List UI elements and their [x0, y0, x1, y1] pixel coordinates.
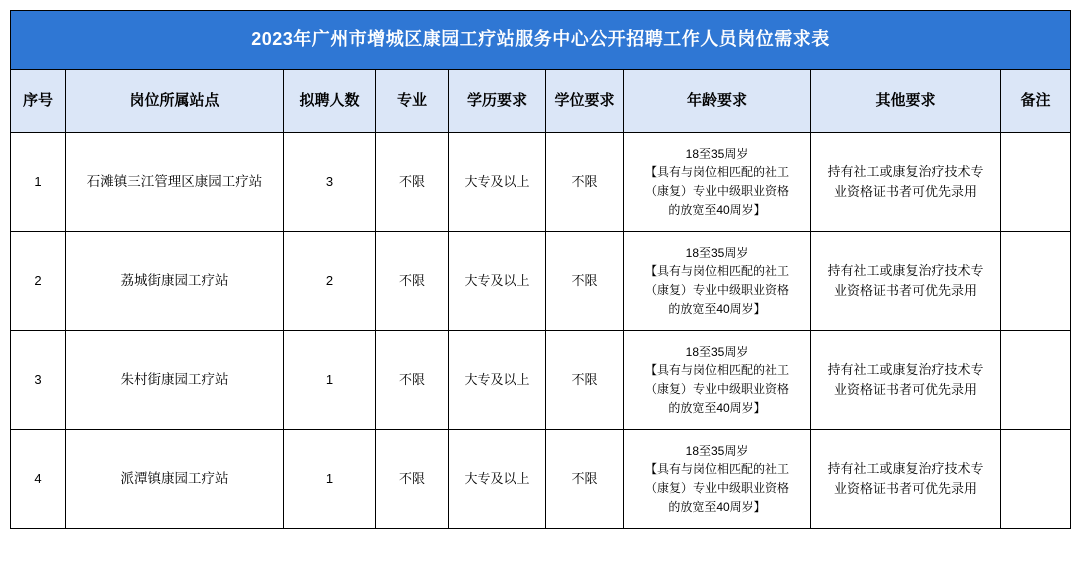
- cell-education: 大专及以上: [449, 133, 546, 232]
- cell-education: 大专及以上: [449, 331, 546, 430]
- column-header-education: 学历要求: [449, 70, 546, 133]
- cell-education: 大专及以上: [449, 430, 546, 529]
- column-header-degree: 学位要求: [546, 70, 624, 133]
- cell-age-line: 18至35周岁: [685, 146, 749, 161]
- cell-note: [1001, 331, 1071, 430]
- cell-age-line: （康复）专业中级职业资格: [644, 481, 789, 495]
- table-row: [11, 133, 1071, 232]
- document-sheet: [0, 10, 1080, 571]
- cell-other: [811, 232, 1001, 331]
- cell-other: [811, 133, 1001, 232]
- column-header-note: 备注: [1001, 70, 1071, 133]
- cell-degree: 不限: [546, 430, 624, 529]
- cell-age-line: 的放宽至40周岁】: [668, 499, 766, 514]
- cell-station: 荔城街康园工疗站: [66, 232, 284, 331]
- cell-age-line: （康复）专业中级职业资格: [644, 184, 789, 198]
- cell-age-line: 的放宽至40周岁】: [668, 301, 766, 316]
- cell-note: [1001, 133, 1071, 232]
- cell-count: 1: [284, 331, 376, 430]
- cell-age-line: 的放宽至40周岁】: [668, 202, 766, 217]
- cell-other-line: 业资格证书者可优先录用: [833, 382, 977, 397]
- cell-count: 1: [284, 430, 376, 529]
- cell-station: 石滩镇三江管理区康园工疗站: [66, 133, 284, 232]
- cell-note: [1001, 430, 1071, 529]
- cell-station: 派潭镇康园工疗站: [66, 430, 284, 529]
- cell-age-line: 的放宽至40周岁】: [668, 400, 766, 415]
- cell-index: 4: [11, 430, 66, 529]
- cell-other: [811, 430, 1001, 529]
- cell-age-line: 18至35周岁: [685, 344, 749, 359]
- cell-major: 不限: [376, 430, 449, 529]
- cell-age-line: 【具有与岗位相匹配的社工: [644, 462, 789, 477]
- cell-age-line: （康复）专业中级职业资格: [644, 283, 789, 297]
- cell-degree: 不限: [546, 133, 624, 232]
- cell-age-line: 【具有与岗位相匹配的社工: [644, 165, 789, 180]
- cell-age: [624, 133, 811, 232]
- column-header-age: 年龄要求: [624, 70, 811, 133]
- recruitment-requirements-table: [10, 10, 1071, 529]
- cell-degree: 不限: [546, 331, 624, 430]
- cell-count: 2: [284, 232, 376, 331]
- cell-age: [624, 331, 811, 430]
- cell-note: [1001, 232, 1071, 331]
- cell-index: 1: [11, 133, 66, 232]
- cell-age: [624, 232, 811, 331]
- column-header-station: 岗位所属站点: [66, 70, 284, 133]
- column-header-count: 拟聘人数: [284, 70, 376, 133]
- cell-other: [811, 331, 1001, 430]
- cell-education: 大专及以上: [449, 232, 546, 331]
- cell-major: 不限: [376, 232, 449, 331]
- cell-index: 2: [11, 232, 66, 331]
- table-title-row: [11, 11, 1071, 70]
- table-row: [11, 331, 1071, 430]
- cell-station: 朱村街康园工疗站: [66, 331, 284, 430]
- cell-count: 3: [284, 133, 376, 232]
- cell-age-line: （康复）专业中级职业资格: [644, 382, 789, 396]
- table-row: [11, 430, 1071, 529]
- page-title: 2023年广州市增城区康园工疗站服务中心公开招聘工作人员岗位需求表: [11, 11, 1071, 70]
- table-row: [11, 232, 1071, 331]
- cell-age-line: 18至35周岁: [685, 245, 749, 260]
- cell-other-line: 持有社工或康复治疗技术专: [827, 361, 984, 377]
- cell-other-line: 持有社工或康复治疗技术专: [827, 163, 984, 179]
- cell-other-line: 持有社工或康复治疗技术专: [827, 460, 984, 476]
- table-header-row: [11, 70, 1071, 133]
- cell-major: 不限: [376, 133, 449, 232]
- cell-other-line: 业资格证书者可优先录用: [833, 184, 977, 199]
- cell-other-line: 业资格证书者可优先录用: [833, 283, 977, 298]
- cell-major: 不限: [376, 331, 449, 430]
- cell-age-line: 18至35周岁: [685, 443, 749, 458]
- column-header-major: 专业: [376, 70, 449, 133]
- cell-age-line: 【具有与岗位相匹配的社工: [644, 264, 789, 279]
- column-header-index: 序号: [11, 70, 66, 133]
- cell-other-line: 业资格证书者可优先录用: [833, 481, 977, 496]
- cell-age-line: 【具有与岗位相匹配的社工: [644, 363, 789, 378]
- cell-age: [624, 430, 811, 529]
- column-header-other: 其他要求: [811, 70, 1001, 133]
- cell-other-line: 持有社工或康复治疗技术专: [827, 262, 984, 278]
- cell-degree: 不限: [546, 232, 624, 331]
- cell-index: 3: [11, 331, 66, 430]
